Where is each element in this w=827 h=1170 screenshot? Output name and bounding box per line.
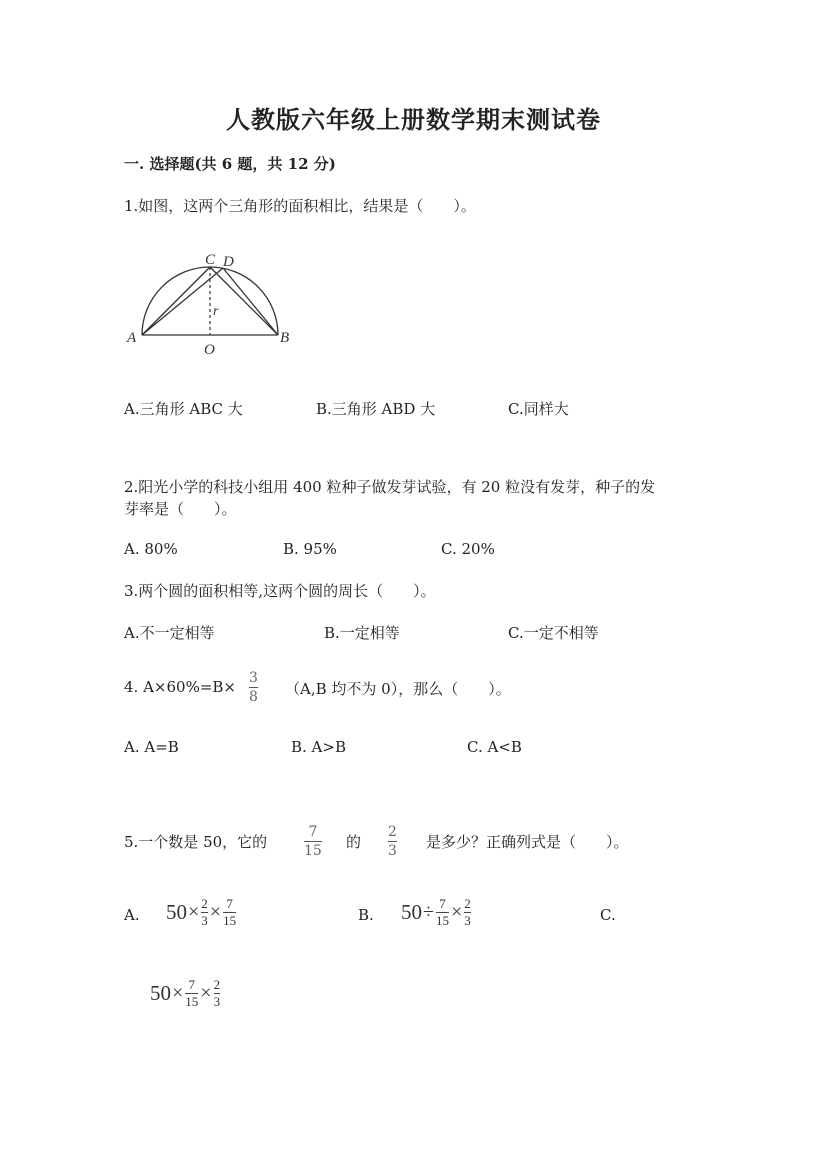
semicircle-triangle-figure — [120, 245, 300, 360]
label-c: C — [205, 252, 216, 268]
fraction-numerator: 2 — [464, 896, 471, 911]
multiply-sign: × — [188, 900, 200, 923]
fraction-numerator: 2 — [213, 977, 221, 992]
expression-fraction — [185, 978, 198, 1008]
semicircle-arc — [142, 267, 278, 335]
divide-sign: ÷ — [423, 900, 434, 923]
question-2-option-b: B. 95% — [283, 540, 337, 558]
fraction-numerator: 7 — [439, 896, 446, 911]
expression-base: 50 — [401, 899, 422, 924]
section-heading: 一. 选择题(共 6 题，共 12 分) — [124, 155, 336, 173]
fraction-numerator: 7 — [308, 824, 318, 840]
question-3-text: 3.两个圆的面积相等,这两个圆的周长（ ）。 — [124, 582, 436, 600]
question-5-option-a-label: A. — [124, 906, 140, 924]
label-b: B — [280, 330, 290, 346]
question-5-expression-c — [150, 978, 221, 1008]
fraction-denominator: 3 — [464, 912, 471, 928]
label-d: D — [223, 254, 234, 270]
question-1-text: 1.如图，这两个三角形的面积相比，结果是（ ）。 — [124, 197, 476, 215]
question-3-option-a: A.不一定相等 — [124, 624, 215, 642]
question-4-option-b: B. A>B — [291, 738, 346, 756]
fraction-numerator: 2 — [388, 824, 397, 840]
fraction-denominator: 15 — [435, 912, 449, 928]
fraction-denominator: 15 — [223, 912, 237, 928]
question-5-expression-b — [401, 897, 472, 927]
fraction-numerator: 7 — [188, 977, 196, 992]
question-4-text-part1: 4. A×60%=B× — [124, 678, 236, 696]
fraction-denominator: 8 — [249, 689, 258, 706]
question-4-text-part2: （A,B 均不为 0），那么（ ）。 — [285, 680, 511, 698]
question-2-text-line1: 2.阳光小学的科技小组用 400 粒种子做发芽试验，有 20 粒没有发芽，种子的发 — [124, 478, 656, 496]
question-5-text-part2: 的 — [346, 833, 362, 851]
multiply-sign: × — [172, 981, 184, 1004]
fraction-denominator: 3 — [213, 993, 221, 1009]
fraction-denominator: 3 — [201, 912, 208, 928]
fraction-bar — [249, 687, 258, 688]
segment-cb — [210, 267, 278, 335]
fraction-bar — [304, 841, 322, 842]
page-title: 人教版六年级上册数学期末测试卷 — [226, 105, 601, 134]
fraction-numerator: 3 — [249, 670, 258, 686]
question-2-option-a: A. 80% — [124, 540, 178, 558]
expression-fraction — [201, 897, 208, 927]
question-2-option-c: C. 20% — [441, 540, 495, 558]
question-1-option-b: B.三角形 ABD 大 — [316, 400, 436, 418]
expression-fraction — [223, 897, 236, 927]
expression-fraction — [436, 897, 449, 927]
expression-base: 50 — [166, 899, 187, 924]
question-5-option-c-label: C. — [600, 906, 616, 924]
fraction-bar — [388, 841, 397, 842]
multiply-sign: × — [200, 981, 212, 1004]
segment-ac — [142, 267, 210, 335]
question-4-option-a: A. A=B — [124, 738, 179, 756]
question-5-fraction-1 — [304, 824, 322, 859]
question-2-text-line2: 芽率是（ ）。 — [124, 500, 237, 518]
label-a: A — [127, 330, 137, 346]
fraction-numerator: 2 — [201, 896, 208, 911]
expression-fraction — [214, 978, 221, 1008]
fraction-denominator: 15 — [304, 843, 322, 860]
label-r: r — [213, 304, 219, 319]
question-4-fraction — [249, 670, 258, 705]
question-5-expression-a — [166, 897, 237, 927]
multiply-sign: × — [209, 900, 222, 923]
question-4-option-c: C. A<B — [467, 738, 522, 756]
label-o: O — [204, 342, 215, 358]
fraction-numerator: 7 — [226, 896, 233, 911]
question-5-text-part1: 5.一个数是 50，它的 — [124, 833, 268, 851]
fraction-denominator: 15 — [185, 993, 199, 1009]
expression-fraction — [464, 897, 471, 927]
multiply-sign: × — [450, 900, 463, 923]
question-3-option-b: B.一定相等 — [324, 624, 400, 642]
question-5-text-part3: 是多少？正确列式是（ ）。 — [426, 833, 629, 851]
question-3-option-c: C.一定不相等 — [508, 624, 599, 642]
question-5-fraction-2 — [388, 824, 397, 859]
fraction-denominator: 3 — [388, 843, 397, 860]
expression-base: 50 — [150, 980, 171, 1005]
question-5-option-b-label: B. — [358, 906, 374, 924]
question-1-option-c: C.同样大 — [508, 400, 569, 418]
question-1-option-a: A.三角形 ABC 大 — [124, 400, 243, 418]
segment-ad — [142, 268, 223, 335]
